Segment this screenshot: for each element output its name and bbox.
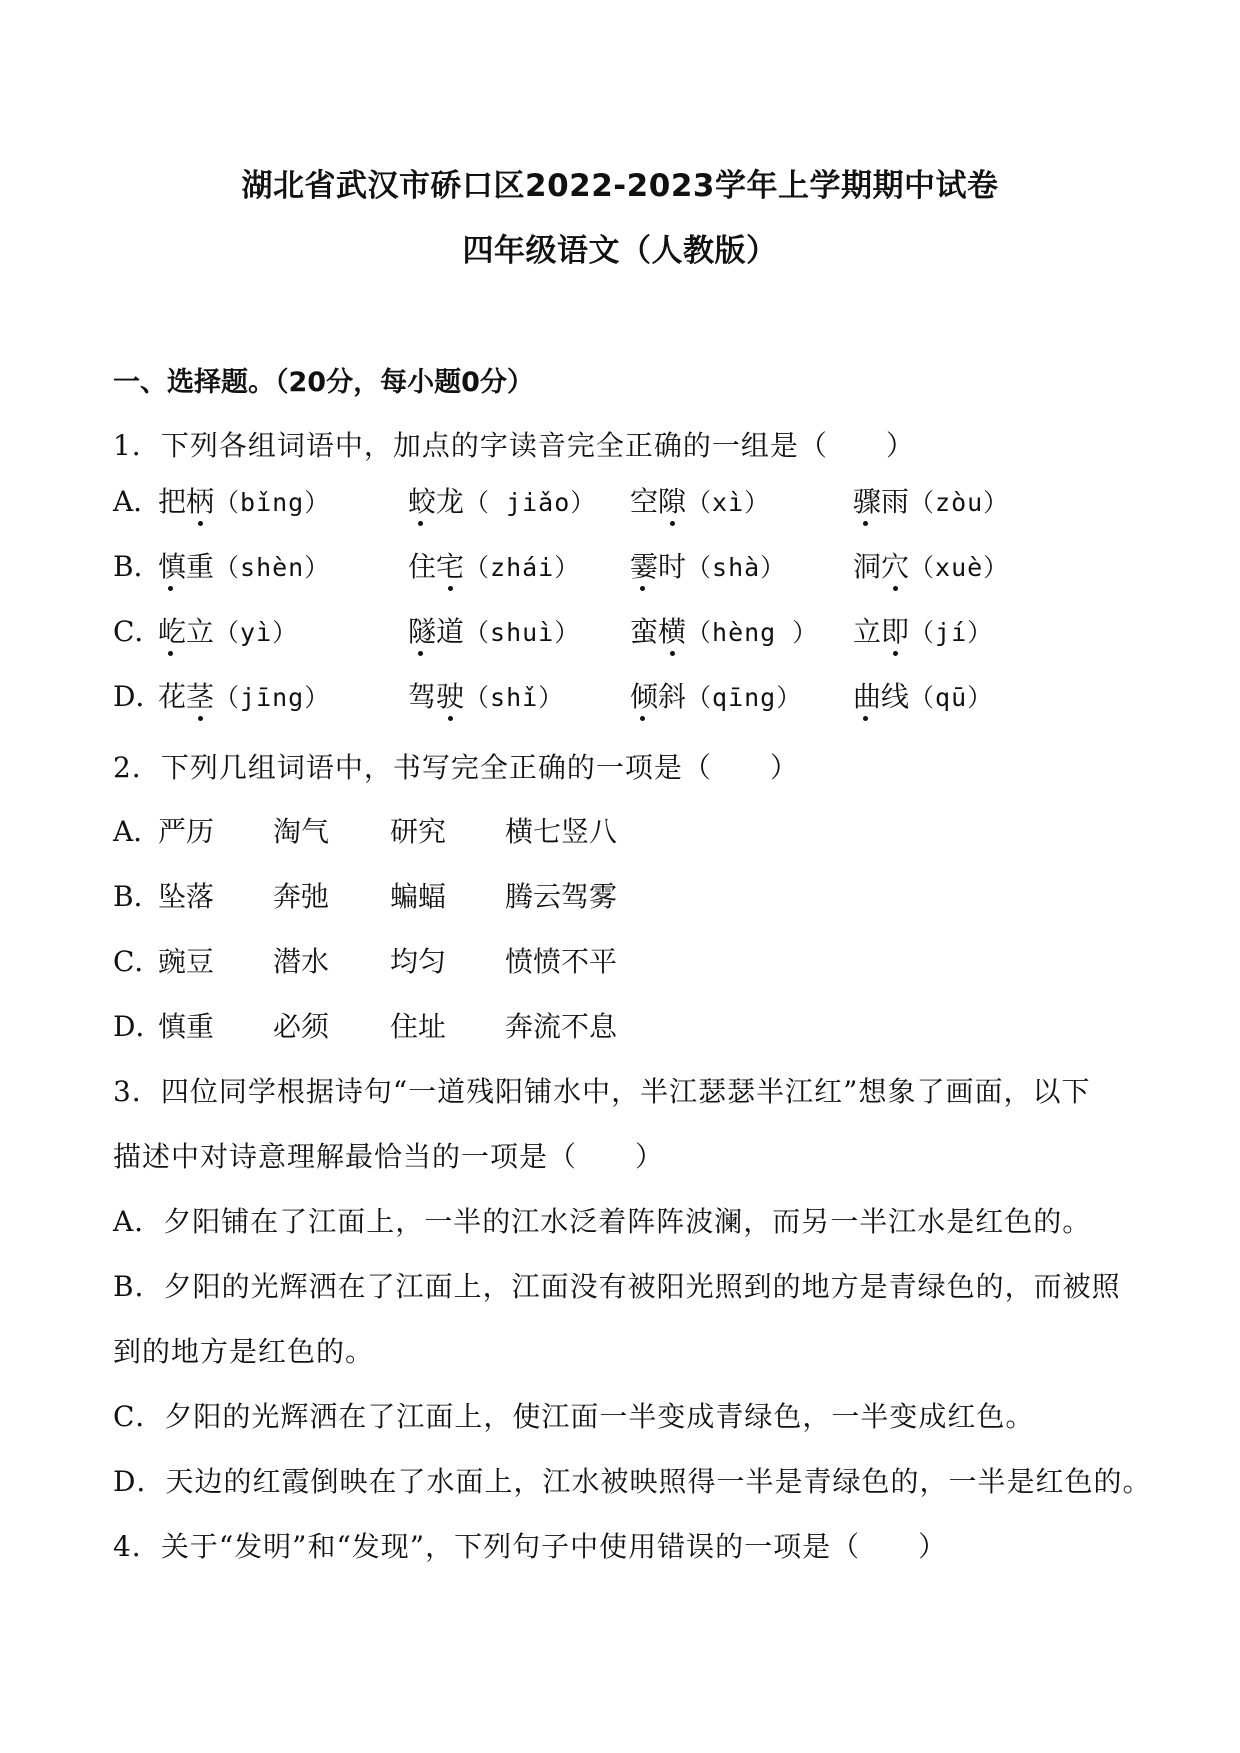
word: 倾斜 (630, 680, 686, 713)
word: 屹立 (158, 615, 214, 648)
option-item (408, 675, 564, 715)
pinyin: （hèng ） (686, 618, 819, 647)
option-item (630, 545, 786, 585)
word: 蛮横 (630, 615, 686, 648)
pinyin: （xuè） (909, 553, 1010, 582)
exam-title: 湖北省武汉市硚口区2022-2023学年上学期期中试卷 (241, 168, 999, 204)
pinyin: （zhái） (464, 553, 581, 582)
option-item (853, 610, 993, 650)
word: 洞穴 (853, 550, 909, 583)
word: 愤愤不平 (505, 945, 618, 978)
question-1-option-b (113, 545, 1133, 585)
option-item (853, 675, 993, 715)
option-label: C． (113, 945, 163, 978)
option-item (158, 610, 298, 650)
pinyin: （shèn） (214, 553, 331, 582)
word: 必须 (273, 1010, 330, 1043)
option-label: D． (113, 680, 164, 713)
option-item (630, 480, 770, 520)
word: 均匀 (390, 945, 447, 978)
word: 慎重 (158, 550, 214, 583)
word: 奔流不息 (505, 1010, 618, 1043)
question-2-stem: 2．下列几组词语中，书写完全正确的一项是（ ） (113, 751, 799, 784)
question-1-option-d (113, 675, 1133, 715)
question-3-option-a: A．夕阳铺在了江面上，一半的江水泛着阵阵波澜，而另一半江水是红色的。 (113, 1205, 1092, 1238)
pinyin: （shà） (686, 553, 787, 582)
word: 腾云驾雾 (505, 880, 618, 913)
word: 曲线 (853, 680, 909, 713)
question-1-stem: 1．下列各组词语中，加点的字读音完全正确的一组是（ ） (113, 429, 915, 462)
option-item (630, 610, 818, 650)
word: 潜水 (273, 945, 330, 978)
pinyin: （bǐng） (214, 488, 331, 517)
option-item (408, 610, 580, 650)
question-3-stem-line-1: 3．四位同学根据诗句“一道残阳铺水中，半江瑟瑟半江红”想象了画面，以下 (113, 1075, 1091, 1108)
pinyin: （qū） (909, 683, 994, 712)
word: 淘气 (273, 815, 330, 848)
option-label: B． (113, 550, 162, 583)
word: 骤雨 (853, 485, 909, 518)
option-label: A． (113, 815, 162, 848)
word: 住址 (390, 1010, 447, 1043)
section-heading: 一、选择题。（20分，每小题0分） (113, 367, 534, 398)
option-item (408, 480, 596, 520)
pinyin: （shuì） (464, 618, 581, 647)
question-2-option-d (113, 1005, 1133, 1045)
question-3-option-d: D．天边的红霞倒映在了水面上，江水被映照得一半是青绿色的，一半是红色的。 (113, 1465, 1152, 1498)
word: 空隙 (630, 485, 686, 518)
word: 驾驶 (408, 680, 464, 713)
question-2-option-a (113, 810, 1133, 850)
question-2-option-b (113, 875, 1133, 915)
pinyin: （zòu） (909, 488, 1010, 517)
question-3-option-c: C．夕阳的光辉洒在了江面上，使江面一半变成青绿色，一半变成红色。 (113, 1400, 1035, 1433)
word: 住宅 (408, 550, 464, 583)
question-2-option-c (113, 940, 1133, 980)
pinyin: （qīng） (686, 683, 803, 712)
option-label: B． (113, 880, 162, 913)
option-label: C． (113, 615, 163, 648)
pinyin: （xì） (686, 488, 771, 517)
question-3-option-b-line-1: B．夕阳的光辉洒在了江面上，江面没有被阳光照到的地方是青绿色的，而被照 (113, 1270, 1121, 1303)
pinyin: （ jiǎo） (464, 488, 597, 517)
option-item (630, 675, 802, 715)
question-1-option-a (113, 480, 1133, 520)
option-item (408, 545, 580, 585)
question-1-option-c (113, 610, 1133, 650)
pinyin: （shǐ） (464, 683, 565, 712)
word: 横七竖八 (505, 815, 618, 848)
pinyin: （jīng） (214, 683, 331, 712)
word: 蝙蝠 (390, 880, 447, 913)
word: 奔弛 (273, 880, 330, 913)
pinyin: （yì） (214, 618, 299, 647)
word: 豌豆 (158, 945, 215, 978)
word: 立即 (853, 615, 909, 648)
option-label: D． (113, 1010, 164, 1043)
pinyin: （jí） (909, 618, 994, 647)
option-item (158, 480, 330, 520)
word: 霎时 (630, 550, 686, 583)
word: 慎重 (158, 1010, 215, 1043)
word: 蛟龙 (408, 485, 464, 518)
word: 严历 (158, 815, 215, 848)
option-item (158, 675, 330, 715)
word: 研究 (390, 815, 447, 848)
question-4-stem: 4．关于“发明”和“发现”，下列句子中使用错误的一项是（ ） (113, 1530, 948, 1563)
option-item (158, 545, 330, 585)
word: 坠落 (158, 880, 215, 913)
exam-subtitle: 四年级语文（人教版） (462, 233, 778, 269)
option-item (853, 545, 1009, 585)
option-item (853, 480, 1009, 520)
word: 隧道 (408, 615, 464, 648)
question-3-stem-line-2: 描述中对诗意理解最恰当的一项是（ ） (113, 1140, 665, 1173)
word: 把柄 (158, 485, 214, 518)
option-label: A． (113, 485, 162, 518)
question-3-option-b-line-2: 到的地方是红色的。 (113, 1335, 375, 1368)
word: 花茎 (158, 680, 214, 713)
